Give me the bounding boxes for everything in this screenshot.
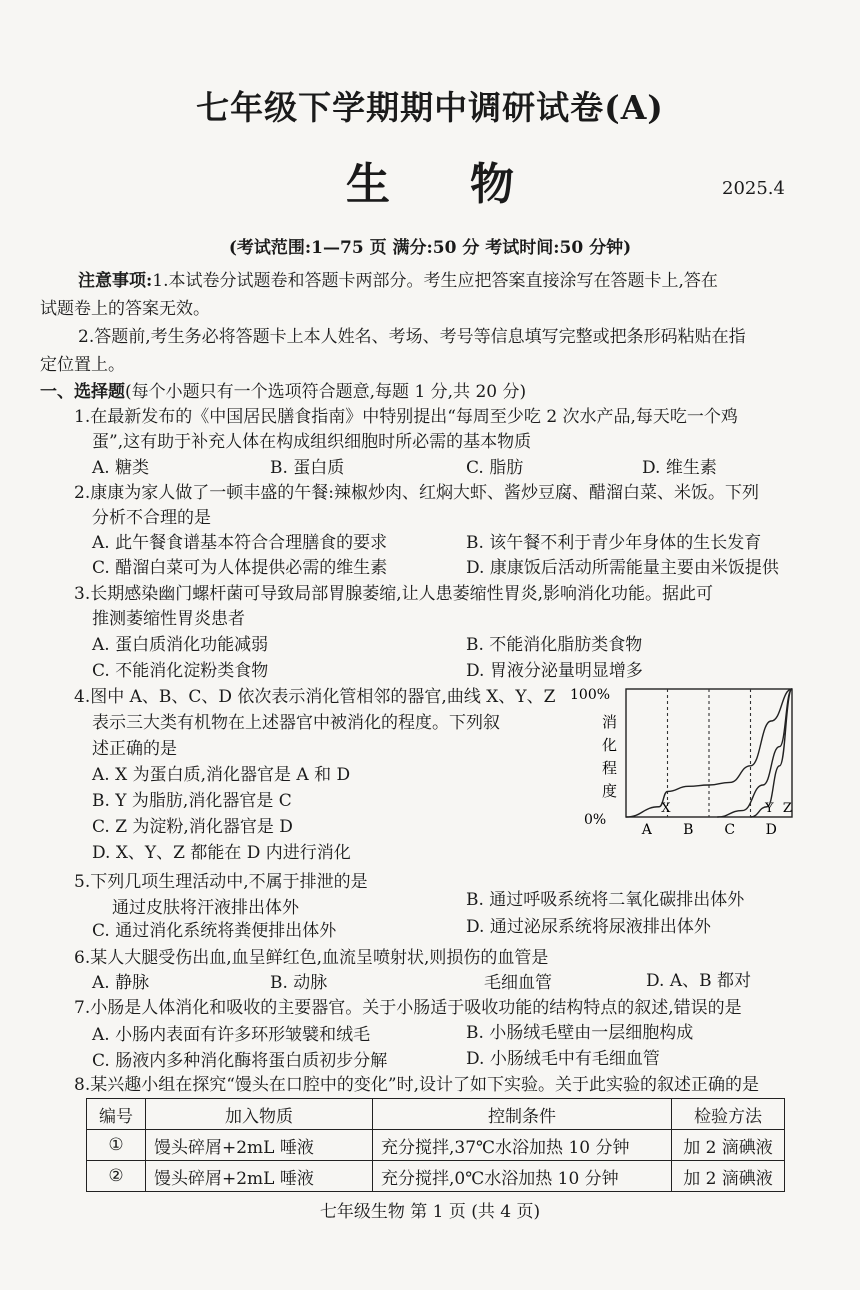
subject-char-2: 物	[470, 159, 514, 210]
q5-option-d: D. 通过泌尿系统将尿液排出体外	[466, 917, 711, 937]
section-heading: 一、选择题(每个小题只有一个选项符合题意,每题 1 分,共 20 分)	[40, 382, 527, 402]
q4-stem-c: 述正确的是	[92, 739, 177, 759]
organ-dividers	[668, 689, 751, 817]
q1-stem-b: 蛋”,这有助于补充人体在构成组织细胞时所必需的基本物质	[92, 432, 532, 452]
q4-option-b: B. Y 为脂肪,消化器官是 C	[92, 791, 292, 811]
notes-line-2: 2.答题前,考生务必将答题卡上本人姓名、考场、考号等信息填写完整或把条形码粘贴在指	[78, 327, 746, 347]
q6-option-c: 毛细血管	[484, 973, 552, 993]
exam-date: 2025.4	[722, 178, 785, 199]
q1-option-a: A. 糖类	[92, 458, 150, 478]
table-cell: 充分搅拌,37℃水浴加热 10 分钟	[373, 1130, 672, 1161]
exam-title: 七年级下学期期中调研试卷(A)	[196, 88, 664, 127]
table-cell: 充分搅拌,0℃水浴加热 10 分钟	[373, 1161, 672, 1192]
q7-option-b: B. 小肠绒毛壁由一层细胞构成	[466, 1023, 694, 1043]
q6-stem: 6.某人大腿受伤出血,血呈鲜红色,血流呈喷射状,则损伤的血管是	[74, 948, 549, 968]
experiment-table	[86, 1098, 785, 1192]
table-header-row	[87, 1099, 785, 1130]
q3-stem-b: 推测萎缩性胃炎患者	[92, 609, 245, 629]
q6-option-d: D. A、B 都对	[646, 971, 752, 991]
y-tick-100: 100%	[570, 687, 611, 703]
table-header: 加入物质	[146, 1099, 373, 1130]
q7-stem: 7.小肠是人体消化和吸收的主要器官。关于小肠适于吸收功能的结构特点的叙述,错误的是	[74, 998, 742, 1018]
q2-stem-a: 2.康康为家人做了一顿丰盛的午餐:辣椒炒肉、红焖大虾、酱炒豆腐、醋溜白菜、米饭。下列	[74, 483, 759, 503]
q2-stem-b: 分析不合理的是	[92, 508, 211, 528]
category-labels	[641, 822, 777, 838]
digestion-chart	[570, 683, 800, 843]
series-label-y: Y	[765, 800, 774, 816]
q3-option-c: C. 不能消化淀粉类食物	[92, 661, 269, 681]
q4-stem-b: 表示三大类有机物在上述器官中被消化的程度。下列叙	[92, 713, 500, 733]
q2-option-a: A. 此午餐食谱基本符合合理膳食的要求	[92, 533, 388, 553]
q5-stem: 5.下列几项生理活动中,不属于排泄的是	[74, 872, 368, 892]
q1-stem-a: 1.在最新发布的《中国居民膳食指南》中特别提出“每周至少吃 2 次水产品,每天吃一个鸡	[74, 407, 738, 427]
q4-option-d: D. X、Y、Z 都能在 D 内进行消化	[92, 843, 351, 863]
category-label-a: A	[641, 822, 652, 838]
series-labels	[661, 801, 792, 816]
series-label-z: Z	[782, 800, 792, 816]
q3-option-a: A. 蛋白质消化功能减弱	[92, 635, 269, 655]
q4-option-c: C. Z 为淀粉,消化器官是 D	[92, 817, 293, 837]
table-row	[87, 1161, 785, 1192]
q3-stem-a: 3.长期感染幽门螺杆菌可导致局部胃腺萎缩,让人患萎缩性胃炎,影响消化功能。据此可	[74, 584, 714, 604]
category-label-b: B	[683, 822, 694, 838]
table-row	[87, 1130, 785, 1161]
exam-meta: (考试范围:1—75 页 满分:50 分 考试时间:50 分钟)	[228, 238, 632, 258]
notes-line-2b: 定位置上。	[40, 355, 125, 375]
q5-option-b: B. 通过呼吸系统将二氧化碳排出体外	[466, 890, 745, 910]
y-label-char-4: 度	[602, 782, 618, 800]
y-label-char-1: 消	[602, 713, 618, 731]
curve-y	[751, 689, 793, 817]
category-label-c: C	[724, 822, 736, 838]
notes-line-1b: 试题卷上的答案无效。	[40, 299, 210, 319]
q2-option-d: D. 康康饭后活动所需能量主要由米饭提供	[466, 558, 779, 578]
q3-option-d: D. 胃液分泌量明显增多	[466, 661, 643, 681]
q2-option-c: C. 醋溜白菜可为人体提供必需的维生素	[92, 558, 388, 578]
q1-option-c: C. 脂肪	[466, 458, 524, 478]
q1-option-b: B. 蛋白质	[270, 458, 345, 478]
table-cell: ①	[87, 1130, 146, 1161]
table-header: 控制条件	[373, 1099, 672, 1130]
notes-line-1: 注意事项:1.本试卷分试题卷和答题卡两部分。考生应把答案直接涂写在答题卡上,答在	[78, 271, 718, 291]
q6-option-b: B. 动脉	[270, 973, 328, 993]
table-cell: 加 2 滴碘液	[672, 1161, 785, 1192]
table-cell: 馒头碎屑+2mL 唾液	[146, 1161, 373, 1192]
q7-option-d: D. 小肠绒毛中有毛细血管	[466, 1049, 660, 1069]
y-label-char-3: 程	[602, 759, 618, 777]
q6-option-a: A. 静脉	[92, 973, 150, 993]
table-cell: 馒头碎屑+2mL 唾液	[146, 1130, 373, 1161]
category-label-d: D	[765, 822, 777, 838]
q4-stem-a: 4.图中 A、B、C、D 依次表示消化管相邻的器官,曲线 X、Y、Z	[74, 687, 556, 707]
q5-option-a: 通过皮肤将汗液排出体外	[112, 898, 299, 918]
series-label-x: X	[661, 800, 671, 816]
q8-stem: 8.某兴趣小组在探究“馒头在口腔中的变化”时,设计了如下实验。关于此实验的叙述正确的是	[74, 1075, 760, 1095]
table-header: 检验方法	[672, 1099, 785, 1130]
q1-option-d: D. 维生素	[642, 458, 717, 478]
subject-char-1: 生	[346, 159, 390, 210]
notes-label: 注意事项:	[78, 271, 153, 291]
q5-option-c: C. 通过消化系统将粪便排出体外	[92, 921, 337, 941]
table-cell: 加 2 滴碘液	[672, 1130, 785, 1161]
q7-option-c: C. 肠液内多种消化酶将蛋白质初步分解	[92, 1051, 388, 1071]
page-footer: 七年级生物 第 1 页 (共 4 页)	[319, 1202, 541, 1222]
q4-option-a: A. X 为蛋白质,消化器官是 A 和 D	[92, 765, 351, 785]
q2-option-b: B. 该午餐不利于青少年身体的生长发育	[466, 533, 762, 553]
table-cell: ②	[87, 1161, 146, 1192]
y-tick-0: 0%	[584, 812, 607, 828]
q3-option-b: B. 不能消化脂肪类食物	[466, 635, 643, 655]
y-label-char-2: 化	[602, 736, 618, 754]
table-header: 编号	[87, 1099, 146, 1130]
q7-option-a: A. 小肠内表面有许多环形皱襞和绒毛	[92, 1025, 371, 1045]
